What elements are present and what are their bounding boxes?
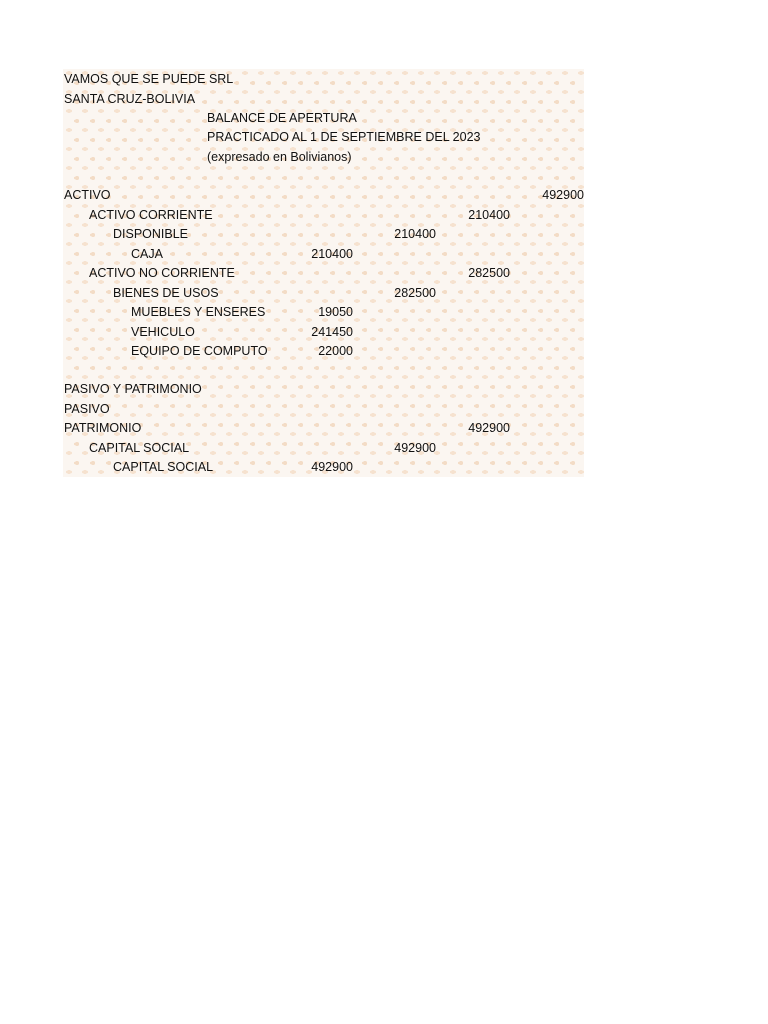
row-value-patrimonio: 492900 <box>468 421 510 435</box>
row-label-patrimonio: PATRIMONIO <box>64 421 142 435</box>
row-label-bienes-de-usos: BIENES DE USOS <box>113 286 219 300</box>
row-label-activo: ACTIVO <box>64 188 111 202</box>
company-name: VAMOS QUE SE PUEDE SRL <box>64 72 234 86</box>
row-value-bienes-de-usos: 282500 <box>394 286 436 300</box>
row-value-activo-no-corriente: 282500 <box>468 266 510 280</box>
row-label-muebles: MUEBLES Y ENSERES <box>131 305 266 319</box>
row-value-vehiculo: 241450 <box>311 325 353 339</box>
row-value-capital-social-item: 492900 <box>311 460 353 474</box>
row-label-disponible: DISPONIBLE <box>113 227 189 241</box>
row-value-caja: 210400 <box>311 247 353 261</box>
report-currency: (expresado en Bolivianos) <box>207 150 352 164</box>
row-label-caja: CAJA <box>131 247 163 261</box>
row-value-activo: 492900 <box>542 188 584 202</box>
row-value-muebles: 19050 <box>318 305 353 319</box>
row-value-disponible: 210400 <box>394 227 436 241</box>
row-label-activo-corriente: ACTIVO CORRIENTE <box>89 208 213 222</box>
row-label-capital-social-item: CAPITAL SOCIAL <box>113 460 214 474</box>
row-label-activo-no-corriente: ACTIVO NO CORRIENTE <box>89 266 235 280</box>
row-value-equipo: 22000 <box>318 344 353 358</box>
row-label-pasivo: PASIVO <box>64 402 110 416</box>
row-value-capital-social-group: 492900 <box>394 441 436 455</box>
row-label-vehiculo: VEHICULO <box>131 325 195 339</box>
report-date: PRACTICADO AL 1 DE SEPTIEMBRE DEL 2023 <box>207 130 481 144</box>
row-label-capital-social-group: CAPITAL SOCIAL <box>89 441 190 455</box>
row-value-activo-corriente: 210400 <box>468 208 510 222</box>
company-city: SANTA CRUZ-BOLIVIA <box>64 92 196 106</box>
row-label-pasivo-patrimonio: PASIVO Y PATRIMONIO <box>64 382 202 396</box>
row-label-equipo: EQUIPO DE COMPUTO <box>131 344 268 358</box>
report-title: BALANCE DE APERTURA <box>207 111 357 125</box>
